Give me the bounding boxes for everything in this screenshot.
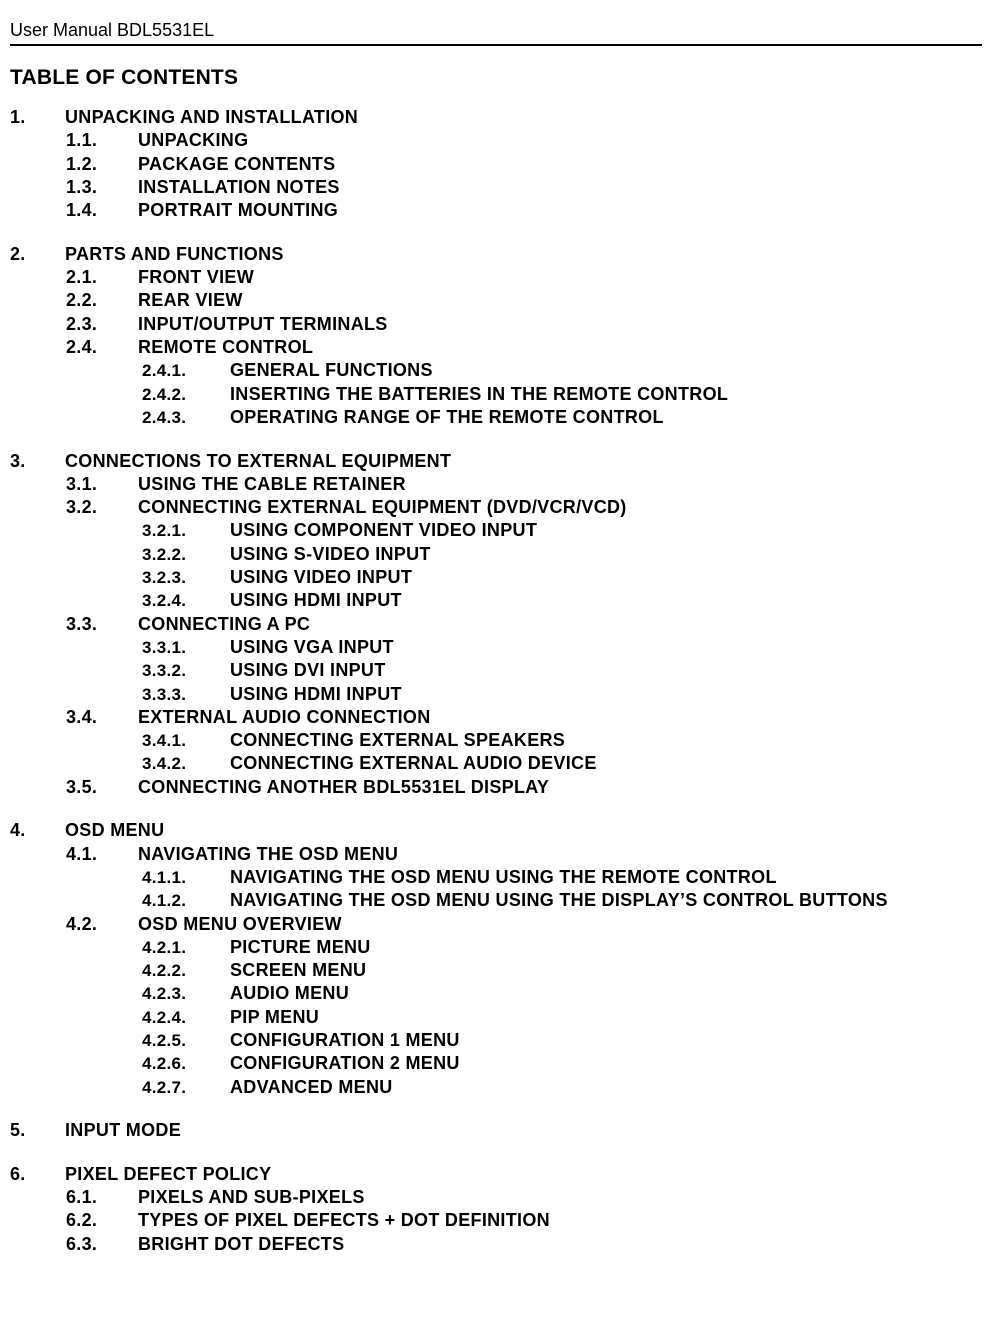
toc-entry-title: CONNECTING EXTERNAL SPEAKERS [230,730,566,751]
toc-entry-title: AUDIO MENU [230,983,349,1004]
toc-entry-number: 1.4. [66,200,98,221]
toc-entry-number: 4.2.2. [142,961,187,981]
toc-entry-title: PIP MENU [230,1006,320,1027]
toc-entry-number: 4.1.1. [142,867,187,887]
toc-entry-title: USING S-VIDEO INPUT [230,543,431,564]
header-rule [10,44,982,46]
toc-entry-number: 4.2.7. [142,1077,187,1097]
toc-entry-title: EXTERNAL AUDIO CONNECTION [138,706,431,727]
toc-entry-title: PIXELS AND SUB-PIXELS [138,1187,365,1208]
toc-entry-number: 2.2. [66,290,98,311]
toc-entry-title: INSTALLATION NOTES [138,176,340,197]
toc-entry-title: PARTS AND FUNCTIONS [65,243,284,264]
toc-entry-number: 2.4. [66,337,98,357]
toc-entry-title: INSERTING THE BATTERIES IN THE REMOTE CONTROL [230,383,729,404]
toc-entry-number: 3.3. [66,613,98,634]
toc-entry-title: CONFIGURATION 2 MENU [230,1053,460,1074]
toc-entry-title: CONNECTING EXTERNAL AUDIO DEVICE [230,753,597,774]
toc-entry-title: INPUT MODE [65,1120,182,1141]
toc-entry-number: 3.2.2. [142,544,187,564]
toc-entry-title: REMOTE CONTROL [138,337,314,357]
toc-entry-number: 3.3.1. [142,637,187,657]
toc-entry-title: NAVIGATING THE OSD MENU USING THE REMOTE CONTROL [230,866,777,887]
toc-entry-number: 5. [10,1120,26,1141]
toc-entry-number: 3.1. [66,473,98,494]
toc-entry-title: CONNECTING A PC [138,613,311,634]
running-header: User Manual BDL5531EL [10,20,215,40]
toc-entry-number: 6.3. [66,1233,98,1254]
toc-entry-title: OSD MENU OVERVIEW [138,913,342,934]
toc-entry-title: FRONT VIEW [138,267,254,288]
toc-entry-number: 3.4.2. [142,754,187,774]
toc-entry-title: USING THE CABLE RETAINER [138,473,406,494]
toc-entry-number: 4. [10,820,26,841]
toc-entry-title: USING VIDEO INPUT [230,567,413,587]
toc-entry-number: 6. [10,1163,26,1184]
toc-entry-number: 3.2.1. [142,521,187,541]
toc-entry-number: 3.4. [66,706,98,727]
toc-entry-number: 4.2.3. [142,984,187,1004]
toc-entry-title: OSD MENU [65,820,165,841]
toc-entry-number: 6.2. [66,1210,98,1231]
toc-entry-title: INPUT/OUTPUT TERMINALS [138,313,388,334]
toc-entry-title: USING DVI INPUT [230,660,386,681]
toc-entry-number: 4.2.4. [142,1007,187,1027]
toc-entry-title: UNPACKING AND INSTALLATION [65,107,359,127]
toc-entry-number: 3.4.1. [142,731,187,751]
toc-entry-title: BRIGHT DOT DEFECTS [138,1233,345,1254]
toc-entry-title: PORTRAIT MOUNTING [138,200,339,221]
toc-entry-number: 3.3.2. [142,661,187,681]
toc-entry-title: PACKAGE CONTENTS [138,153,336,174]
toc-entry-number: 3.2.4. [142,591,187,611]
toc-entry-number: 2.1. [66,267,98,288]
toc-entry-title: CONNECTIONS TO EXTERNAL EQUIPMENT [65,450,452,471]
toc-title: TABLE OF CONTENTS [10,66,239,89]
toc-entry-number: 6.1. [66,1187,98,1208]
toc-entry-title: PICTURE MENU [230,936,371,957]
toc-entry-number: 4.1. [66,843,98,864]
toc-entry-number: 2.3. [66,313,98,334]
toc-entry-title: TYPES OF PIXEL DEFECTS + DOT DEFINITION [138,1210,550,1231]
toc-entry-title: USING VGA INPUT [230,636,394,657]
toc-entry-title: CONFIGURATION 1 MENU [230,1030,460,1050]
toc-entry-title: OPERATING RANGE OF THE REMOTE CONTROL [230,406,664,427]
toc-entry-number: 2.4.3. [142,407,187,427]
toc-entry-title: REAR VIEW [138,290,243,311]
toc-entry-title: USING HDMI INPUT [230,590,402,611]
toc-entry-title: SCREEN MENU [230,960,367,981]
toc-entry-title: USING HDMI INPUT [230,683,402,704]
toc-entry-number: 4.2. [66,913,98,934]
toc-entry-number: 3.2. [66,497,98,518]
toc-entry-number: 2.4.2. [142,384,187,404]
toc-entry-number: 2. [10,243,26,264]
toc-entry-title: CONNECTING EXTERNAL EQUIPMENT (DVD/VCR/VCD) [138,497,627,518]
toc-entry-number: 1.2. [66,153,98,174]
toc-entry-title: PIXEL DEFECT POLICY [65,1163,272,1184]
toc-entry-title: UNPACKING [138,130,249,151]
toc-entry-number: 3.3.3. [142,684,187,704]
toc-entry-number: 3. [10,450,26,471]
toc-entry-number: 1.1. [66,130,98,151]
toc-entry-title: NAVIGATING THE OSD MENU [138,843,399,864]
toc-entry-title: NAVIGATING THE OSD MENU USING THE DISPLAY’S CONTROL BUTTONS [230,890,888,911]
toc-entry-number: 1. [10,107,26,127]
toc-entry-title: USING COMPONENT VIDEO INPUT [230,520,538,541]
toc-entry-number: 3.2.3. [142,568,187,587]
toc-entry-number: 4.2.5. [142,1031,187,1050]
toc-entry-number: 3.5. [66,776,98,797]
toc-entry-number: 4.1.2. [142,891,187,911]
toc-entry-number: 1.3. [66,176,98,197]
toc-entry-title: CONNECTING ANOTHER BDL5531EL DISPLAY [138,776,550,797]
toc-entry-number: 2.4.1. [142,361,187,381]
toc-entry-number: 4.2.1. [142,937,187,957]
toc-entry-title: ADVANCED MENU [230,1076,393,1097]
toc-entry-number: 4.2.6. [142,1054,187,1074]
toc-entry-title: GENERAL FUNCTIONS [230,360,433,381]
